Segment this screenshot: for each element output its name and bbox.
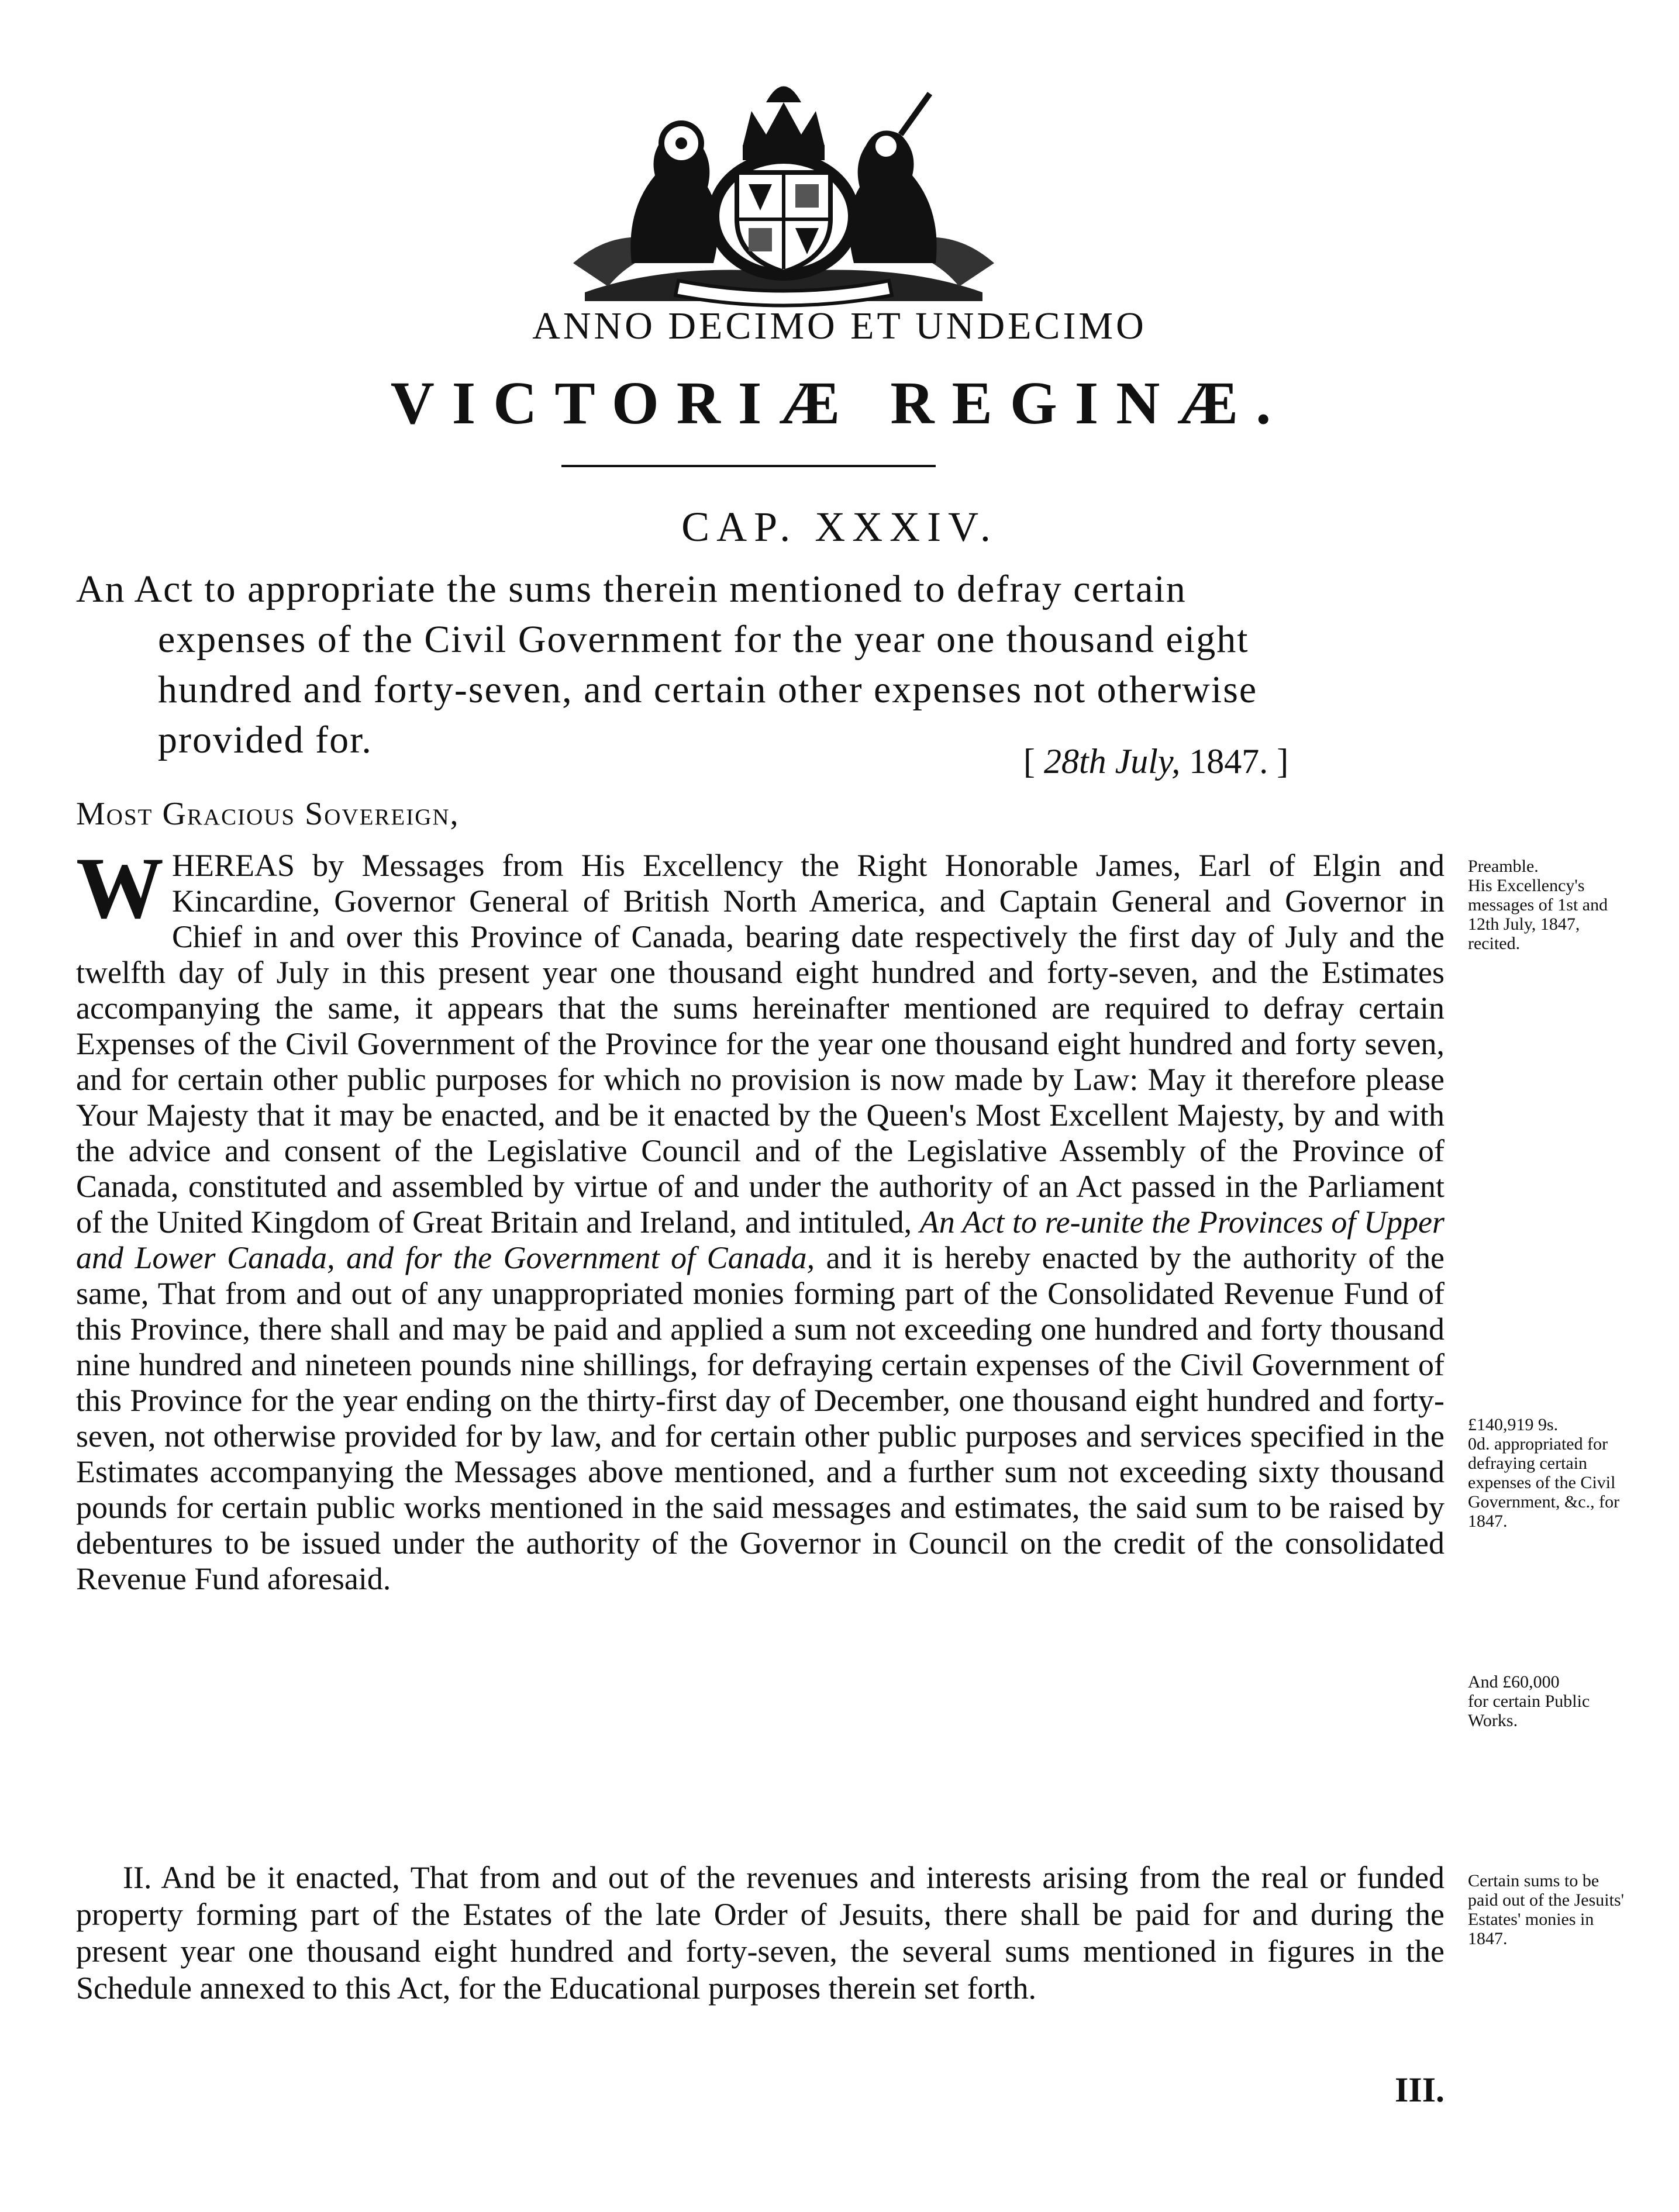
act-title [76,564,1444,765]
date-day: 28th July, [1043,742,1181,781]
section-1-paragraph [76,840,1445,1597]
sovereign-heading: VICTORIÆ REGINÆ. [390,370,1289,437]
section-1-text-b: and it is hereby enacted by the authority of the same, That from and out of any unappropriated monies forming part of the Consolidated Revenue Fund of this Province, there shall and may be paid and applied a sum not exceeding one hundred and forty thousand nine hundred and nineteen pounds nine shillings, for defraying certain expenses of the Civil Government of this Province for the year ending on the thirty-first day of December, one thousand eight hundred and forty-seven, not otherwise provided for by law, and for certain other public purposes and services specified in the Estimates accompanying the Messages above mentioned, and a further sum not exceeding sixty thousand pounds for certain public works mentioned in the said messages and estimates, the said sum to be raised by debentures to be issued under the authority of the Governor in Council on the credit of the consolidated Revenue Fund aforesaid. [76,1240,1445,1596]
salutation-text: Most Gracious Sovereign, [76,796,460,832]
side-note-head: Preamble. [1468,857,1539,876]
side-note-text: Certain sums to be paid out of the Jesuits' Estates' monies in 1847. [1468,1871,1625,1948]
date-open: [ [1023,742,1044,781]
lion-supporter-icon [630,123,718,263]
drop-cap: W [76,840,164,937]
section-2-paragraph: II. And be it enacted, That from and out of the revenues and interests arising from the real or funded property forming part of the Estates of the late Order of Jesuits, there shall be paid for and during the present year one thousand eight hundred and forty-seven, the several sums mentioned in figures in the Schedule annexed to this Act, for the Educational purposes therein set forth. [76,1860,1444,2006]
section-1-act-title: An Act to re-unite the Provinces of Upper and Lower Canada, and for the Government of Canada, [76,1205,1445,1275]
side-note-appropriation [1468,1415,1626,1531]
chapter-number: CAP. XXXIV. [681,503,998,550]
side-note-text: His Excellency's messages of 1st and 12th July, 1847, recited. [1468,876,1608,953]
act-title-line: hundred and forty-seven, and certain other expenses not otherwise [158,668,1258,711]
act-title-line: An Act to appropriate the sums therein mentioned to defray certain [76,568,1187,610]
side-note-text: for certain Public Works. [1468,1692,1590,1730]
regnal-year-heading: ANNO DECIMO ET UNDECIMO [532,305,1147,347]
catchword: III. [1395,2070,1445,2109]
side-note-preamble [1468,857,1626,953]
side-note-jesuits-estates [1468,1871,1626,1948]
side-note-public-works [1468,1672,1626,1730]
salutation [76,795,460,833]
act-title-line: expenses of the Civil Government for the year one thousand eight [158,618,1249,661]
side-note-head: And £60,000 [1468,1672,1560,1692]
crown-icon [743,87,825,161]
date-year: 1847. ] [1180,742,1289,781]
divider [561,465,936,467]
act-title-line: provided for. [158,719,373,761]
side-note-head: £140,919 9s. [1468,1415,1559,1434]
side-note-text: 0d. appropriated for defraying certain expenses of the Civil Government, &c., for 1847. [1468,1434,1620,1531]
section-1-text-a: HEREAS by Messages from His Excellency the Right Honorable James, Earl of Elgin and Kincardine, Governor General of British North America, and Captain General and Governor in Chief in and over this Province of Canada, bearing date respectively the first day of July and the twelfth day of July in this present year one thousand eight hundred and forty-seven, and the Estimates accompanying the same, it appears that the sums hereinafter mentioned are required to defray certain Expenses of the Civil Government of the Province for the year one thousand eight hundred and forty seven, and for certain other public purposes for which no provision is now made by Law: May it therefore please Your Majesty that it may be enacted, and be it enacted by the Queen's Most Excellent Majesty, by and with the advice and consent of the Legislative Council and of the Legislative Assembly of the Province of Canada, constituted and assembled by virtue of and under the authority of an Act passed in the Parliament of the United Kingdom of Great Britain and Ireland, and intituled, [76,848,1444,1240]
assent-date [1023,741,1288,782]
royal-coat-of-arms-icon [550,70,1018,310]
unicorn-supporter-icon [849,94,937,263]
